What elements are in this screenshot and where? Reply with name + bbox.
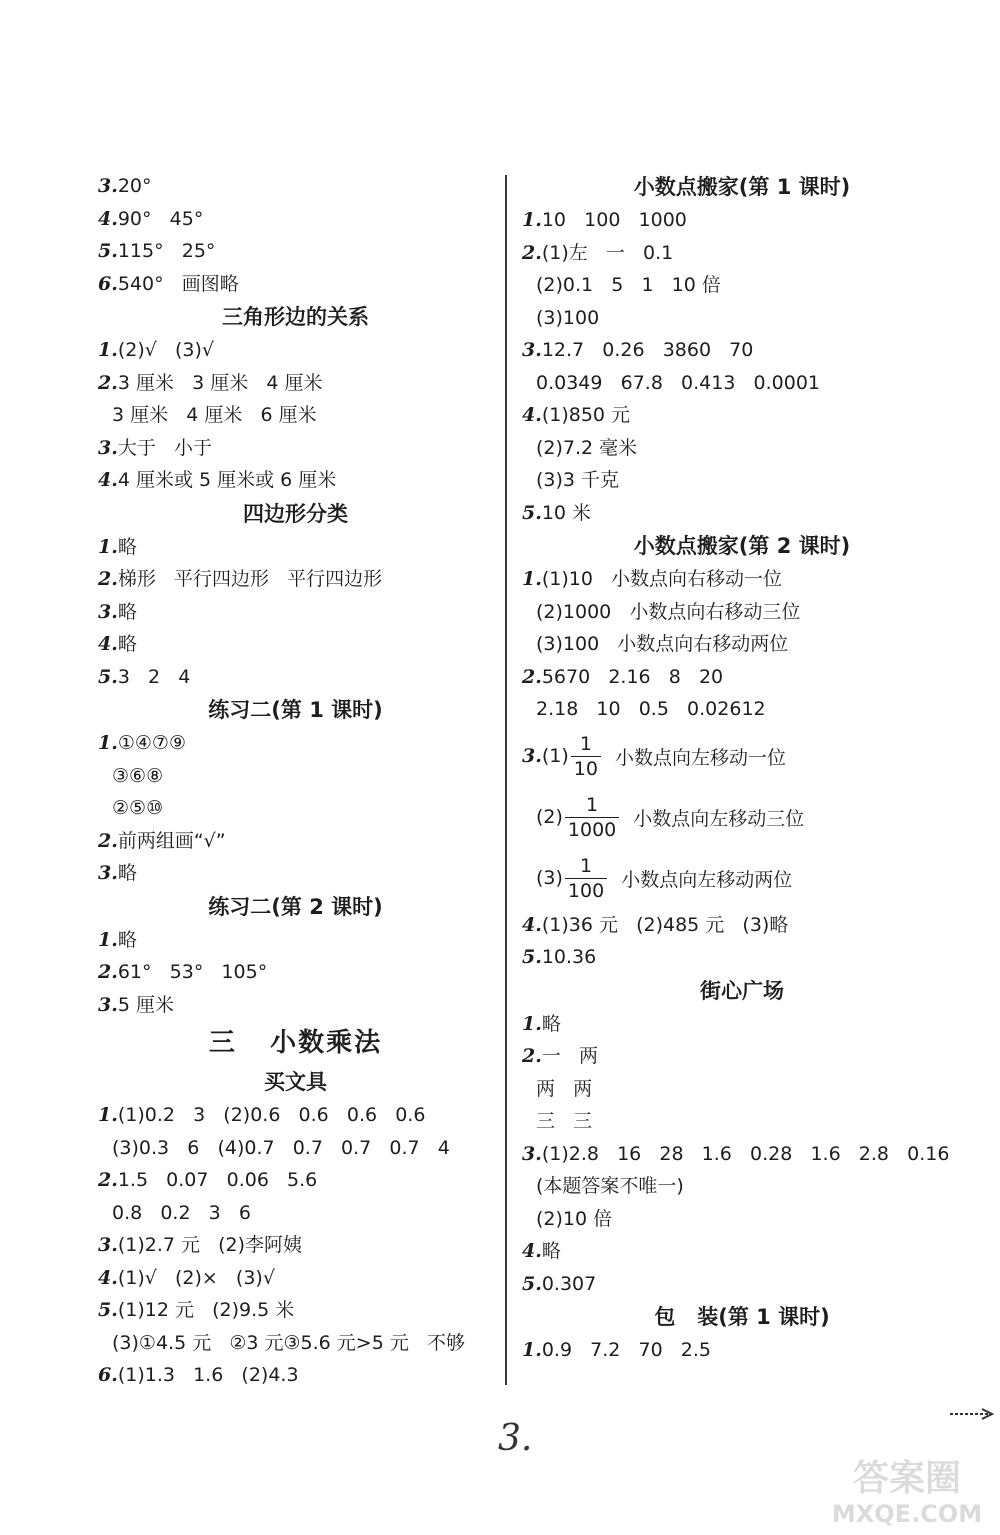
answer-line (522, 464, 962, 497)
fraction-numerator: 1 (580, 854, 593, 877)
question-number: 1. (522, 1339, 542, 1361)
answer-line (522, 399, 962, 432)
answer-text: 两 两 (536, 1077, 593, 1100)
answer-line (98, 203, 493, 236)
answer-line (98, 727, 493, 760)
answer-text: (1)12 元 (2)9.5 米 (117, 1299, 295, 1321)
answer-text: 1.5 0.07 0.06 5.6 (117, 1169, 318, 1191)
answer-line (98, 825, 493, 858)
answer-text: (3)3 千克 (536, 469, 620, 491)
question-number: 5. (522, 1272, 542, 1295)
answer-text: 梯形 平行四边形 平行四边形 (117, 568, 383, 590)
answer-text: 3 2 4 (117, 665, 191, 688)
answer-line (98, 399, 493, 432)
fraction-denominator: 10 (571, 756, 601, 781)
answer-line (522, 204, 962, 237)
answer-line (522, 1105, 962, 1138)
question-number: 3. (98, 1234, 118, 1256)
answer-line (522, 1235, 962, 1268)
answer-text: 小数点向左移动两位 (621, 868, 793, 891)
answer-text: 10 100 1000 (541, 209, 687, 231)
answer-line (98, 1132, 493, 1165)
answer-line (98, 367, 493, 400)
answer-line (98, 956, 493, 989)
answer-text: 20° (117, 175, 152, 197)
fraction-answer-line (522, 848, 962, 909)
sub-question-label: (3) (536, 867, 563, 889)
question-number: 3. (522, 339, 542, 361)
answer-text: 略 (117, 862, 137, 884)
section-heading: 练习二(第 2 课时) (208, 894, 383, 919)
answer-text: (3)①4.5 元 ②3 元③5.6 元>5 元 不够 (112, 1331, 465, 1354)
answer-text: 0.8 0.2 3 6 (112, 1201, 251, 1224)
question-number: 1. (98, 339, 118, 361)
answer-text: 61° 53° 105° (117, 961, 268, 983)
fraction-answer-line (522, 787, 962, 848)
answer-line (98, 596, 493, 629)
answer-text: ③⑥⑧ (112, 764, 164, 787)
question-number: 5. (98, 1299, 118, 1321)
answer-line (98, 989, 493, 1022)
answer-line (98, 792, 493, 825)
question-number: 4. (98, 633, 118, 655)
section-heading: 三角形边的关系 (222, 305, 369, 329)
answer-text: 小数点向左移动三位 (633, 807, 805, 830)
answer-line (522, 497, 962, 530)
question-number: 2. (98, 371, 118, 394)
question-number: 4. (522, 913, 542, 936)
question-number: 5. (522, 946, 542, 968)
watermark-logo (822, 1450, 992, 1530)
answer-text: (2)10 倍 (536, 1207, 613, 1230)
answer-line (98, 661, 493, 694)
answer-text: 10.36 (541, 946, 597, 968)
fraction (565, 854, 607, 903)
question-number: 5. (522, 501, 542, 524)
fraction-denominator: 100 (565, 878, 607, 903)
column-divider (505, 175, 507, 1385)
answer-text: 12.7 0.26 3860 70 (541, 339, 754, 361)
answer-line (98, 1294, 493, 1327)
answer-text: 略 (541, 1012, 561, 1035)
answer-text: (1)2.7 元 (2)李阿姨 (117, 1234, 303, 1256)
question-number: 2. (98, 961, 118, 983)
question-number: 2. (98, 568, 118, 590)
answer-line (98, 531, 493, 564)
answer-line (522, 302, 962, 335)
answer-text: 略 (117, 633, 137, 655)
fraction-denominator: 1000 (565, 817, 619, 842)
question-number: 1. (98, 928, 118, 951)
answer-line (522, 1073, 962, 1106)
page-number: 3. (498, 1418, 533, 1459)
answer-text: 10 米 (541, 501, 592, 524)
question-number: 1. (98, 535, 118, 558)
question-number: 2. (522, 1045, 542, 1067)
question-number: 1. (98, 1104, 118, 1126)
answer-text: (1)850 元 (541, 404, 631, 426)
sub-question-label: (1) (541, 745, 569, 767)
answer-line (522, 1268, 962, 1301)
question-number: 2. (98, 1169, 118, 1191)
answer-text: (1)左 一 0.1 (541, 241, 674, 264)
answer-text: 小数点向左移动一位 (614, 746, 786, 769)
answer-line (522, 1138, 962, 1171)
answer-text: (1)36 元 (2)485 元 (3)略 (541, 913, 789, 936)
answer-line (522, 909, 962, 942)
answer-text: 前两组画“√” (117, 829, 226, 852)
question-number: 5. (98, 665, 118, 688)
question-number: 4. (98, 207, 118, 230)
answer-text: (3)0.3 6 (4)0.7 0.7 0.7 0.7 4 (112, 1136, 450, 1159)
answer-line (522, 269, 962, 302)
unit-title: 三 小数乘法 (208, 1028, 383, 1058)
left-column (98, 170, 493, 1392)
answer-line (522, 334, 962, 367)
fraction-answer-line (522, 726, 962, 787)
question-number: 1. (98, 732, 118, 754)
answer-text: 一 两 (541, 1045, 598, 1067)
answer-line (522, 1040, 962, 1073)
answer-line (98, 1197, 493, 1230)
fraction-numerator: 1 (579, 732, 592, 755)
answer-text: 略 (117, 928, 137, 951)
answer-line (98, 857, 493, 890)
answer-text: 0.307 (541, 1272, 597, 1295)
answer-text: (1)2.8 16 28 1.6 0.28 1.6 2.8 0.16 (541, 1142, 950, 1165)
answer-line (522, 596, 962, 629)
answer-line (98, 1229, 493, 1262)
fraction (571, 732, 601, 781)
answer-line (98, 235, 493, 268)
answer-line (522, 1008, 962, 1041)
answer-line (522, 661, 962, 694)
sub-question-label: (2) (536, 806, 563, 828)
answer-line (522, 628, 962, 661)
answer-line (522, 693, 962, 726)
answer-text: 三 三 (536, 1110, 593, 1132)
answer-line (98, 924, 493, 957)
corner-arrow-icon (948, 1408, 994, 1420)
answer-text: 5 厘米 (117, 993, 174, 1016)
watermark-main-text: 答案圈 (852, 1458, 962, 1499)
answer-text: 115° 25° (117, 240, 216, 262)
question-number: 3. (522, 745, 542, 767)
answer-text: 略 (541, 1240, 561, 1262)
answer-text: (1)1.3 1.6 (2)4.3 (117, 1364, 299, 1386)
question-number: 2. (98, 829, 118, 852)
section-heading: 四边形分类 (243, 501, 348, 526)
answer-text: 3 厘米 3 厘米 4 厘米 (117, 371, 323, 394)
question-number: 2. (522, 665, 542, 688)
answer-line (98, 1164, 493, 1197)
answer-line (98, 432, 493, 465)
answer-text: (1)0.2 3 (2)0.6 0.6 0.6 0.6 (117, 1104, 426, 1126)
question-number: 2. (522, 241, 542, 264)
question-number: 4. (522, 404, 542, 426)
fraction-numerator: 1 (586, 793, 599, 816)
answer-line (522, 563, 962, 596)
question-number: 4. (522, 1240, 542, 1262)
question-number: 4. (98, 469, 118, 491)
right-column (522, 170, 962, 1367)
answer-text: (2)√ (3)√ (117, 339, 215, 361)
answer-text: 90° 45° (117, 207, 204, 230)
answer-text: 540° 画图略 (117, 272, 239, 295)
section-heading: 小数点搬家(第 1 课时) (633, 175, 851, 199)
answer-text: 大于 小于 (117, 436, 212, 459)
answer-line (98, 1359, 493, 1392)
answer-line (98, 563, 493, 596)
answer-text: 5670 2.16 8 20 (541, 665, 724, 688)
answer-text: ①④⑦⑨ (117, 732, 186, 754)
question-number: 3. (522, 1142, 542, 1165)
question-number: 3. (98, 600, 118, 623)
question-number: 1. (522, 209, 542, 231)
question-number: 5. (98, 240, 118, 262)
answer-line (98, 760, 493, 793)
answer-text: 2.18 10 0.5 0.02612 (536, 698, 766, 720)
answer-text: 3 厘米 4 厘米 6 厘米 (112, 404, 317, 426)
answer-line (98, 268, 493, 301)
answer-text: 4 厘米或 5 厘米或 6 厘米 (117, 469, 337, 491)
section-heading: 练习二(第 1 课时) (208, 698, 383, 722)
watermark-sub-text: MXQE.COM (831, 1500, 983, 1528)
question-number: 1. (522, 1012, 542, 1035)
question-number: 3. (98, 175, 118, 197)
answer-text: (3)100 (536, 306, 600, 329)
answer-line (522, 1170, 962, 1203)
answer-text: 略 (117, 600, 137, 623)
answer-line (522, 367, 962, 400)
question-number: 3. (98, 436, 118, 459)
answer-line (522, 1334, 962, 1367)
answer-text: (2)7.2 毫米 (536, 436, 638, 459)
answer-text: (3)100 小数点向右移动两位 (536, 633, 789, 655)
answer-text: (2)0.1 5 1 10 倍 (536, 274, 721, 296)
question-number: 3. (98, 993, 118, 1016)
answer-line (98, 1262, 493, 1295)
answer-line (98, 1099, 493, 1132)
question-number: 3. (98, 862, 118, 884)
answer-line (98, 170, 493, 203)
answer-line (98, 1327, 493, 1360)
answer-line (98, 464, 493, 497)
section-heading: 包 装(第 1 课时) (654, 1305, 830, 1329)
fraction (565, 793, 619, 842)
question-number: 1. (522, 568, 542, 590)
question-number: 6. (98, 1364, 118, 1386)
answer-text: 0.9 7.2 70 2.5 (541, 1339, 712, 1361)
answer-text: 略 (117, 535, 137, 558)
answer-text: (本题答案不唯一) (536, 1175, 684, 1197)
answer-line (522, 1203, 962, 1236)
answer-text: (1)√ (2)× (3)√ (117, 1266, 275, 1289)
answer-text: ②⑤⑩ (112, 797, 164, 819)
section-heading: 小数点搬家(第 2 课时) (633, 534, 851, 558)
section-heading: 买文具 (264, 1070, 327, 1094)
answer-line (98, 628, 493, 661)
answer-text: (1)10 小数点向右移动一位 (541, 568, 783, 590)
answer-line (98, 334, 493, 367)
answer-line (522, 237, 962, 270)
answer-text: (2)1000 小数点向右移动三位 (536, 600, 801, 623)
question-number: 6. (98, 272, 118, 295)
answer-line (522, 432, 962, 465)
answer-text: 0.0349 67.8 0.413 0.0001 (536, 371, 821, 394)
question-number: 4. (98, 1266, 118, 1289)
answer-line (522, 941, 962, 974)
section-heading: 街心广场 (700, 978, 784, 1003)
